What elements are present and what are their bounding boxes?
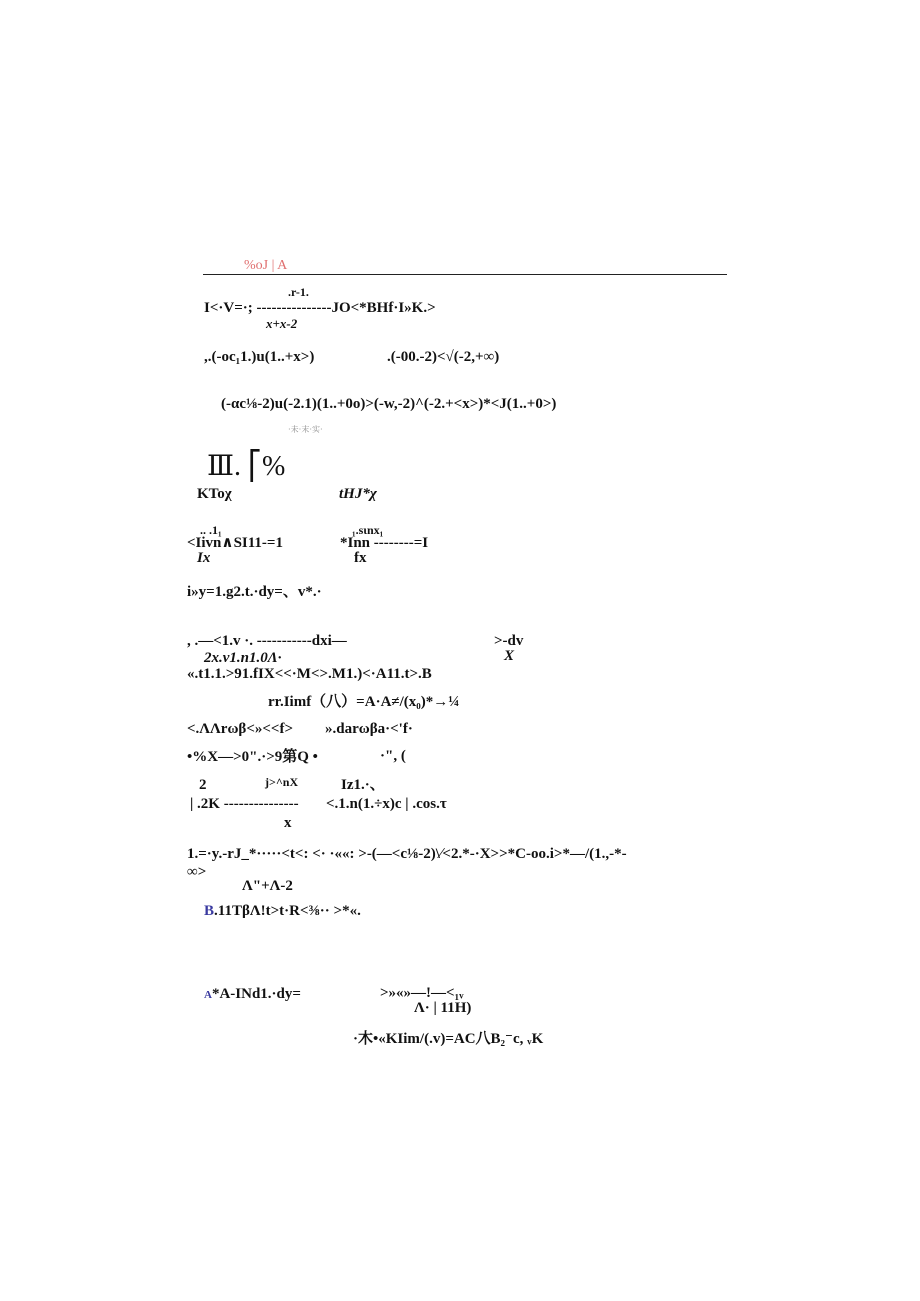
line-15 xyxy=(204,987,301,1002)
kt-left: KToχ xyxy=(197,486,232,502)
limit-a-bottom: Ix xyxy=(197,550,211,566)
line-14-letter: B xyxy=(204,903,215,919)
fraction-a-top: 2 xyxy=(199,777,207,793)
line-1-bottom: x+x-2 xyxy=(266,316,298,331)
line-6b-bottom: X xyxy=(504,648,515,664)
line-14 xyxy=(204,904,361,919)
line-9: rr.Iimf（八）=A·A≠/(x₀)*→¼ xyxy=(268,694,460,710)
line-14-text: .11TβΛ!t>t·R<⅜·· >*«. xyxy=(214,903,361,919)
line-15b-bottom: Λ· | 11H) xyxy=(414,1000,472,1016)
line-2a: ,.(-oc₁1.)u(1..+x>) xyxy=(204,349,315,365)
line-4-small: ·未·末·实· xyxy=(288,425,323,434)
line-2b: .(-00.-2)<√(-2,+∞) xyxy=(387,349,500,365)
line-15-text: *A-INd1.·dy= xyxy=(211,986,301,1002)
line-7: 2x.v1.n1.0Λ· xyxy=(204,650,282,666)
kt-right: tHJ*χ xyxy=(339,486,377,502)
line-13: ∞> xyxy=(187,864,207,880)
header-rule xyxy=(203,274,727,275)
line-1-top: .r-1. xyxy=(288,285,309,299)
limit-b: *Inn --------=I xyxy=(340,535,429,551)
limit-a: <Iivn∧SI11-=1 xyxy=(187,535,283,551)
line-13b: Λ"+Λ-2 xyxy=(242,878,293,894)
limit-b-top: ₁.sιnx₁ xyxy=(352,523,384,537)
line-16: ·木•«KIim/(.v)=AC八B₂⁻c, ᵥK xyxy=(353,1031,544,1047)
fraction-a-bottom: x xyxy=(284,815,292,831)
line-6b: >-dv xyxy=(494,633,524,649)
line-10a: <.ΛΛrωβ<»<<f> xyxy=(187,721,294,737)
limit-a-top: .. .1₁ xyxy=(200,523,222,537)
limit-b-bottom: fx xyxy=(354,550,367,566)
section-heading: Ⅲ. ⎡% xyxy=(207,451,286,482)
line-10b: ».darωβa·<'f· xyxy=(325,721,413,737)
line-11a: •%X—>0".·>9第Q • xyxy=(187,749,318,765)
section-header: %oJ | A xyxy=(244,258,288,273)
fraction-b-top: Iz1.·、 xyxy=(341,777,385,793)
line-1: I<·V=·; ---------------JO<*BHf·I»K.> xyxy=(204,300,436,316)
fraction-a: | .2K --------------- xyxy=(190,796,299,812)
line-3: (-αc⅛-2)u(-2.1)(1..+0o)>(-w,-2)^(-2.+<x>)*<J(1..+0>) xyxy=(221,396,557,412)
fraction-a-sup: j>^nX xyxy=(265,775,299,789)
line-15b: >»«»—!—<₁ᵥ xyxy=(380,985,464,1001)
line-11b: ·", ( xyxy=(380,748,406,764)
line-15-letter: A xyxy=(204,989,212,1001)
fraction-b: <.1.n(1.÷x)c | .cos.τ xyxy=(326,796,447,812)
line-6a: , .—<1.v ·. -----------dxi— xyxy=(187,633,347,649)
line-5: i»y=1.g2.t.·dy=、v*.· xyxy=(187,584,322,600)
line-12: 1.=·y.-rJ_*·····<t<: <· ·««: >-(—<c⅛-2)\∕<2.*-·X>>*C-oo.i>*—/(1.,-*- xyxy=(187,846,627,862)
line-8: «.t1.1.>91.fIX<<·M<>.M1.)<·A11.t>.B xyxy=(187,666,432,682)
